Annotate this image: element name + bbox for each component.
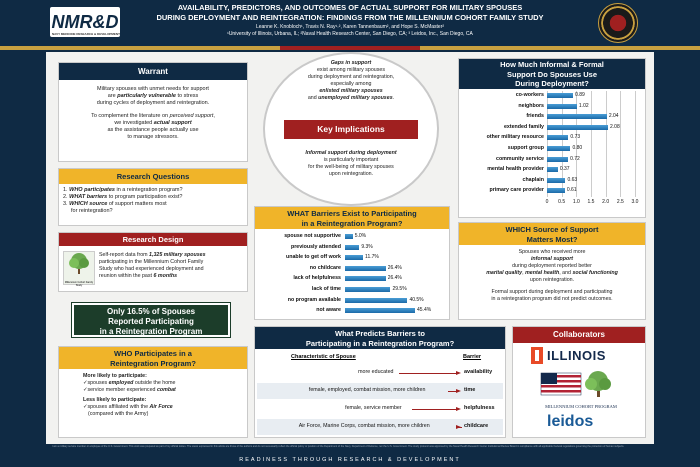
barrier-bar: [345, 255, 363, 260]
support-bar: [547, 104, 577, 109]
barrier-bar: [345, 276, 386, 281]
who-less1-b: (compared with the Army): [88, 411, 149, 417]
barrier-value: 9.3%: [361, 243, 373, 250]
q3-bold: WHICH source: [69, 201, 108, 207]
support-bar: [547, 125, 608, 130]
research-design-heading: Research Design: [59, 233, 247, 246]
barriers-heading-l1: WHAT Barriers Exist to Participating: [287, 209, 417, 218]
barrier-value: 26.4%: [387, 275, 402, 282]
gaps-l6-pre: and: [307, 95, 319, 101]
warrant-p2-c: we investigated: [114, 120, 154, 126]
support-bar: [547, 188, 565, 193]
predicts-arrow-head-icon: [456, 371, 461, 375]
leidos-text: leidos: [547, 413, 594, 430]
predicts-row: [257, 383, 503, 399]
which-heading-l2: Matters Most?: [526, 234, 578, 244]
poster-title: [140, 3, 560, 23]
which-mental: mental health: [525, 270, 560, 276]
barrier-bar: [345, 298, 407, 303]
collaborators-heading: Collaborators: [513, 327, 645, 343]
warrant-p2-d: as the assistance people actually use: [107, 127, 199, 133]
gaps-l2: exist among military spouses: [316, 67, 385, 73]
barrier-value: 5.0%: [354, 233, 367, 239]
which-marital: marital quality: [486, 270, 523, 276]
who-less1-bold: Air Force: [149, 404, 173, 410]
barrier-label: no program available: [287, 296, 341, 303]
which-source-box: [458, 222, 646, 320]
rd-t4: reunion within the past: [99, 273, 154, 279]
support-gridline: [635, 91, 636, 197]
warrant-p2-b: ,: [213, 113, 215, 119]
support-value: 2.08: [610, 123, 620, 130]
which-sep1: ,: [522, 270, 526, 276]
who-less-label: Less likely to participate:: [83, 397, 147, 403]
who-heading: [59, 347, 247, 369]
support-value: 0.37: [559, 166, 570, 173]
key-implications-ribbon: Key Implications: [284, 120, 418, 139]
who-participates-box: [58, 346, 248, 438]
predicts-barrier: childcare: [464, 423, 489, 429]
barrier-label: unable to get off work: [285, 254, 341, 261]
who-less-1: ✓spouses affiliated with the Air Force: [83, 404, 173, 410]
who-content: [59, 369, 247, 418]
support-use-box: [458, 58, 646, 218]
q1-rest: in a reintegration program?: [114, 187, 183, 193]
mcp-text: MILLENNIUM COHORT PROGRAM: [545, 404, 617, 409]
support-value: 0.89: [575, 92, 585, 98]
q2-bold: WHAT barriers: [69, 194, 108, 200]
who-less1-a: spouses affiliated with the: [87, 404, 150, 410]
barrier-bar: [345, 266, 386, 271]
barrier-value: 26.4%: [387, 264, 402, 271]
q3-rest: of support matters most: [107, 201, 167, 207]
participation-highlight: [72, 303, 230, 337]
gaps-l6-end: .: [392, 95, 395, 101]
predicts-col-characteristic: Characteristic of Spouse: [291, 354, 356, 360]
barriers-chart: [255, 231, 451, 319]
predicts-arrow-line: [399, 373, 456, 374]
which-social: social functioning: [572, 270, 618, 276]
barrier-bar: [345, 234, 353, 239]
warrant-p2-bold: actual support: [153, 120, 192, 126]
support-gridline: [620, 91, 621, 197]
gaps-l6-bold: unemployed military spouses: [318, 95, 393, 101]
warrant-p1-b: are: [107, 93, 118, 99]
who-more-1: ✓spouses employed outside the home: [83, 380, 176, 386]
which-p1-l5: upon reintegration.: [529, 277, 575, 283]
warrant-p2-italic: perceived support: [169, 113, 214, 119]
barrier-value: 29.5%: [392, 286, 407, 292]
warrant-p2-a: To complement the literature on: [91, 113, 170, 119]
barrier-value: 45.4%: [417, 307, 432, 314]
millennium-cohort-logo: [537, 369, 625, 407]
support-value: 0.72: [570, 155, 580, 162]
support-tick-label: 1.5: [587, 199, 595, 205]
title-line-1: AVAILABILITY, PREDICTORS, AND OUTCOMES OF ACTUAL SUPPORT FOR MILITARY SPOUSES: [177, 3, 523, 12]
who-more1-b: outside the home: [133, 380, 176, 386]
who-heading-l1: WHO Participates in a: [114, 349, 192, 358]
footer-tagline: READINESS THROUGH RESEARCH & DEVELOPMENT: [239, 457, 461, 463]
predicts-characteristic: more educated: [358, 369, 394, 375]
support-label: support group: [507, 145, 544, 151]
support-bar: [547, 157, 568, 162]
support-use-chart: [459, 91, 647, 217]
cohort-study-image: [63, 251, 95, 285]
which-sep2: , and: [559, 270, 573, 276]
which-p1-l3: during deployment reported better: [512, 263, 592, 269]
which-p1-l1: Spouses who received more: [518, 249, 586, 255]
authors: Leanne K. Knobloch¹, Travis N. Ray¹˒², Karen Tannenbaum², and Hope S. McMaster²: [255, 24, 445, 30]
support-bar: [547, 114, 607, 119]
gaps-l5: enlisted military spouses: [319, 88, 383, 94]
barrier-bar: [345, 287, 390, 292]
support-tick-label: 0: [545, 199, 549, 205]
rd-line1: [99, 252, 245, 259]
barrier-value: 40.5%: [409, 296, 424, 303]
which-p2-l1: Formal support during deployment and participating: [491, 289, 613, 295]
support-label: extended family: [503, 123, 544, 130]
predicts-heading-l1: What Predicts Barriers to: [334, 329, 426, 338]
predicts-barrier: availability: [464, 369, 493, 375]
warrant-p1-bold: particularly vulnerable: [117, 93, 176, 99]
leidos-logo: [547, 413, 627, 433]
footer-disclaimer: I am a military service member or employee of the U.S. Government. This work was prepared as part of my official duties. The views expressed in this article are those of the authors and do not necessarily reflect the official policy or position of the Department of the Navy, Department of Defense, nor the U.S. Government. The study protocol was approved by the Naval Health Research Center Institutional Review Board in compliance with all applicable Federal regulations governing the protection of human subjects.: [52, 445, 625, 448]
rd-t3: Study who had experienced deployment and: [99, 266, 204, 272]
research-questions-box: [58, 168, 248, 226]
predicts-arrow-line: [412, 409, 456, 410]
barrier-label: lack of helpfulness: [293, 275, 341, 282]
tree-icon: [64, 252, 94, 276]
illinois-logo: [531, 347, 631, 365]
illinois-text: ILLINOIS: [547, 348, 606, 363]
support-gridline: [606, 91, 607, 197]
warrant-box: [58, 62, 248, 162]
gaps-heading: Gaps in support: [330, 60, 372, 66]
predicts-characteristic: female, service member: [345, 405, 402, 411]
barrier-label: no childcare: [309, 264, 341, 271]
support-heading-l1: How Much Informal & Formal: [500, 60, 604, 69]
support-use-heading: [459, 59, 645, 89]
predicts-arrow-head-icon: [456, 389, 461, 393]
rd-t1: Self-report data from: [99, 252, 150, 258]
question-1: 1. WHO participates in a reintegration program?: [63, 187, 183, 193]
which-heading: [459, 223, 645, 245]
predicts-row: [257, 419, 503, 435]
support-tick-label: 2.5: [616, 199, 624, 205]
support-value: 0.80: [572, 145, 583, 151]
gaps-l3: during deployment and reintegration,: [307, 74, 395, 80]
question-2: 2. WHAT barriers to program participation exist?: [63, 194, 183, 200]
predicts-heading-l2: Participating in a Reintegration Program?: [305, 338, 455, 348]
support-bar: [547, 93, 573, 98]
support-bar: [547, 146, 570, 151]
nmrd-logo: [50, 7, 120, 37]
inf-l4: upon reintegration.: [328, 171, 374, 177]
which-heading-l1: WHICH Source of Support: [505, 225, 599, 234]
who-more-label: More likely to participate:: [83, 373, 147, 379]
warrant-p2-e: to manage stressors.: [127, 134, 179, 140]
barrier-label: lack of time: [311, 286, 341, 292]
barrier-label: spouse not supportive: [284, 233, 341, 239]
warrant-text: [59, 86, 247, 141]
predicts-characteristic: female, employed, combat mission, more children: [308, 387, 426, 393]
header-stripe: [0, 46, 700, 50]
support-label: neighbors: [518, 102, 544, 109]
q3-rest2: for reintegration?: [71, 208, 113, 214]
gaps-l6: [283, 95, 419, 102]
predicts-row: [257, 401, 503, 417]
q1-bold: WHO participates: [69, 187, 115, 193]
support-value: 0.73: [570, 134, 581, 141]
support-label: chaplain: [522, 176, 544, 183]
highlight-line1: Only 16.5% of Spouses: [106, 307, 196, 316]
predicts-arrow-line: [448, 391, 456, 392]
predicts-barrier: time: [464, 387, 476, 393]
warrant-p2-line2: [59, 120, 247, 127]
support-tick-label: 1.0: [572, 199, 580, 205]
barrier-bar: [345, 245, 359, 250]
predicts-characteristic: Air Force, Marine Corps, combat mission, more children: [298, 423, 430, 429]
support-heading-l2: Support Do Spouses Use: [506, 69, 597, 79]
support-value: 2.04: [608, 113, 619, 120]
rd-t2: participating in the Millennium Cohort Family: [99, 259, 204, 265]
cohort-image-label: Millennium Cohort Family Study: [64, 281, 94, 287]
gaps-l4: especially among: [330, 81, 372, 87]
barriers-heading: [255, 207, 449, 229]
gaps-text: [283, 60, 419, 102]
predicts-col-barrier: Barrier: [463, 354, 482, 360]
question-3: 3. WHICH source of support matters most: [63, 201, 167, 207]
which-p1-bold: informal support: [530, 256, 574, 262]
barriers-heading-l2: in a Reintegration Program?: [301, 218, 403, 228]
rd-t4-bold: 6 months: [153, 273, 178, 279]
support-gridline: [591, 91, 592, 197]
authors-block: [140, 24, 560, 38]
who-more1-bold: employed: [108, 380, 134, 386]
which-p2-l2: in a reintegration program did not predict outcomes.: [491, 296, 613, 302]
which-p1-l4: [459, 270, 645, 277]
inf-l3: for the well-being of military spouses: [308, 164, 394, 170]
title-line-2: DURING DEPLOYMENT AND REINTEGRATION: FINDINGS FROM THE MILLENNIUM COHORT FAMILY STUDY: [156, 13, 544, 22]
support-label: other military resource: [486, 134, 544, 141]
logo-subtext: NAVY MEDICINE RESEARCH & DEVELOPMENT: [52, 32, 120, 36]
warrant-p1-c: to stress: [175, 93, 199, 99]
who-more1-a: spouses: [87, 380, 109, 386]
illinois-block-i-icon: [531, 347, 543, 364]
warrant-p1-a: Military spouses with unmet needs for support: [97, 86, 209, 92]
support-tick-label: 2.0: [602, 199, 610, 205]
highlight-line3: in a Reintegration Program: [99, 327, 203, 336]
support-tick-label: 3.0: [631, 199, 639, 205]
research-design-text: [99, 252, 245, 280]
support-label: community service: [496, 155, 544, 162]
warrant-heading: Warrant: [59, 63, 247, 80]
q2-rest: to program participation exist?: [107, 194, 183, 200]
predicts-box: [254, 326, 506, 438]
support-label: mental health provider: [487, 166, 544, 173]
who-more2-bold: combat: [156, 387, 176, 393]
informal-support-text: [283, 150, 419, 178]
support-value: 0.61: [566, 187, 577, 194]
support-bar: [547, 167, 558, 172]
who-more-2: ✓service member experienced combat: [83, 387, 176, 393]
research-questions-list: [59, 184, 247, 218]
predicts-heading: [255, 327, 505, 349]
affiliations: ¹University of Illinois, Urbana, IL; ²Naval Health Research Center, San Diego, CA; ³ Leidos, Inc., San Diego, CA: [227, 31, 473, 37]
support-tick-label: 0.5: [558, 199, 566, 205]
who-more2-a: service member experienced: [87, 387, 157, 393]
rd-t1-bold: 1,325 military spouses: [149, 252, 206, 258]
barrier-label: not aware: [316, 307, 341, 314]
barrier-value: 11.7%: [365, 254, 379, 261]
predicts-row: [257, 365, 503, 381]
support-label: friends: [526, 113, 544, 120]
support-bar: [547, 178, 565, 183]
collaborators-box: [512, 326, 646, 438]
support-bar: [547, 135, 568, 140]
flag-tree-icon: [537, 369, 625, 399]
research-design-box: [58, 232, 248, 292]
warrant-p1-line2: [59, 93, 247, 100]
highlight-line2: Reported Participating: [108, 317, 194, 326]
warrant-p1-d: during cycles of deployment and reintegration.: [96, 100, 210, 106]
support-heading-l3: During Deployment?: [515, 79, 589, 88]
barrier-label: previously attended: [290, 243, 341, 250]
who-heading-l2: Reintegration Program?: [110, 358, 196, 368]
barrier-bar: [345, 308, 415, 313]
which-text: [459, 245, 645, 303]
warrant-p2-line1: [59, 113, 247, 120]
research-questions-heading: Research Questions: [59, 169, 247, 184]
predicts-arrow-head-icon: [456, 425, 461, 429]
inf-l2: is particularly important: [323, 157, 379, 163]
predicts-arrow-head-icon: [456, 407, 461, 411]
predicts-barrier: helpfulness: [464, 405, 495, 411]
navy-seal-icon: [598, 3, 638, 43]
rd-line4: [99, 273, 245, 280]
support-label: primary care provider: [489, 187, 544, 194]
support-value: 1.02: [578, 102, 589, 109]
barriers-box: [254, 206, 450, 320]
inf-bold: Informal support during deployment: [305, 150, 397, 156]
logo-text: NMR&D: [51, 11, 119, 32]
support-label: co-workers: [515, 92, 544, 98]
support-value: 0.63: [567, 176, 578, 183]
